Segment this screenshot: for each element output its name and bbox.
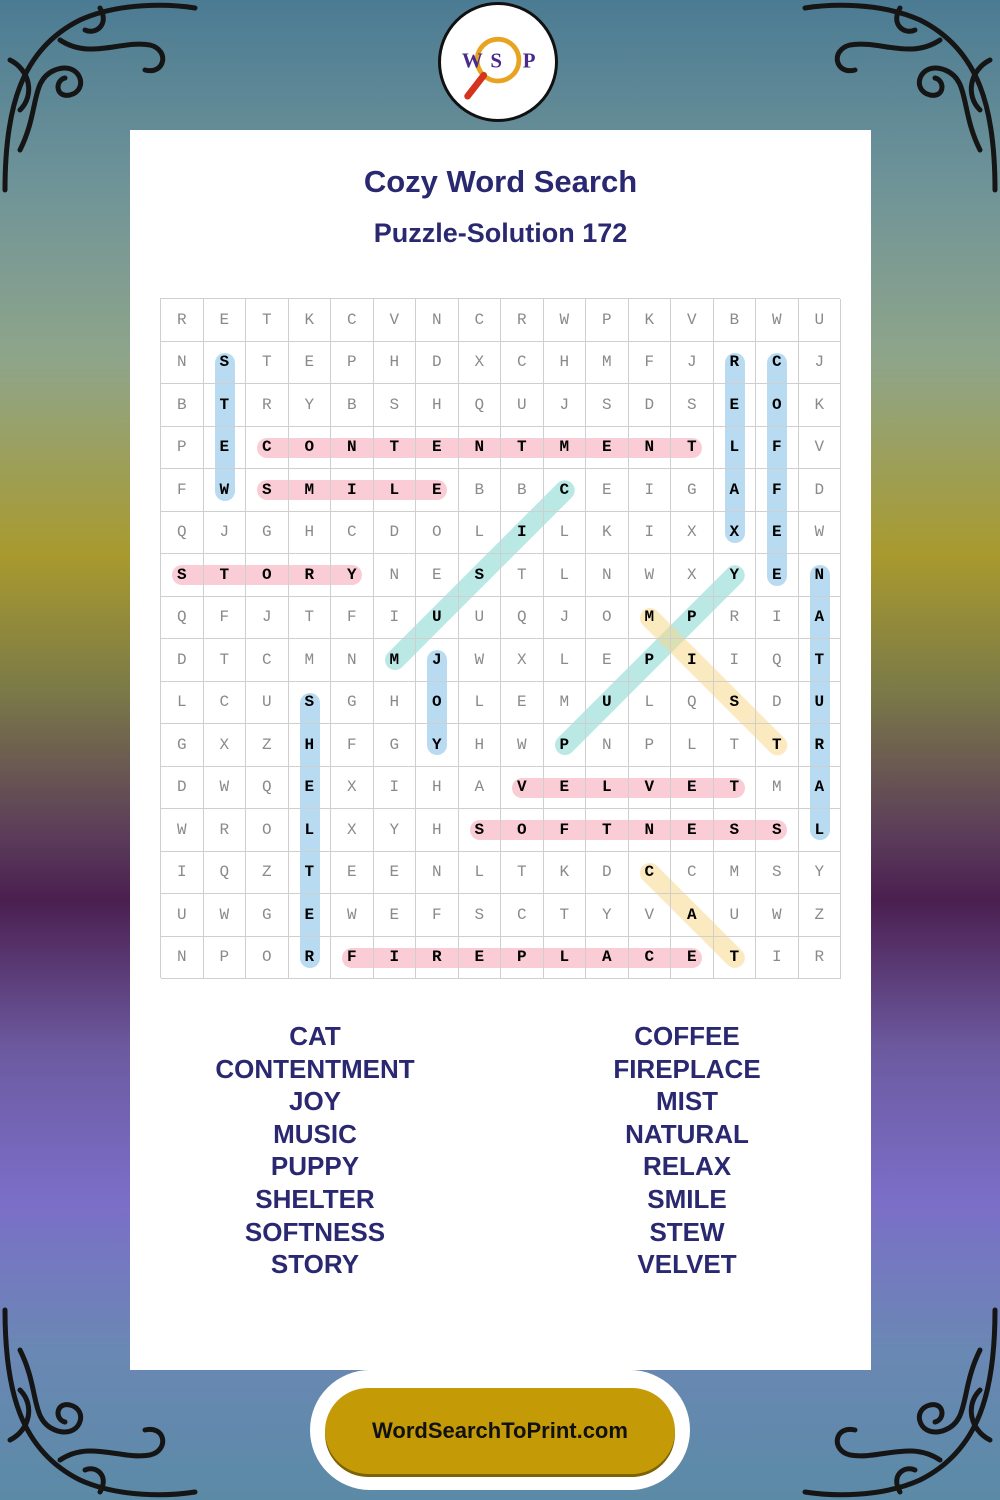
- grid-cell[interactable]: W: [756, 299, 799, 342]
- grid-cell[interactable]: T: [714, 937, 757, 980]
- grid-cell[interactable]: L: [544, 512, 587, 555]
- grid-cell[interactable]: T: [374, 427, 417, 470]
- grid-cell[interactable]: B: [459, 469, 502, 512]
- grid-cell[interactable]: W: [204, 469, 247, 512]
- grid-cell[interactable]: O: [246, 554, 289, 597]
- grid-cell[interactable]: X: [671, 512, 714, 555]
- grid-cell[interactable]: V: [799, 427, 842, 470]
- grid-cell[interactable]: R: [289, 554, 332, 597]
- word-list-item: SMILE: [647, 1183, 727, 1214]
- grid-cell[interactable]: D: [161, 767, 204, 810]
- word-list-item: PUPPY: [270, 1151, 360, 1182]
- grid-cell[interactable]: S: [246, 469, 289, 512]
- grid-cell[interactable]: E: [501, 682, 544, 725]
- grid-cell[interactable]: W: [799, 512, 842, 555]
- grid-cell[interactable]: H: [289, 724, 332, 767]
- grid-cell[interactable]: O: [756, 384, 799, 427]
- puzzle-card: [130, 130, 871, 1370]
- grid-cell[interactable]: I: [714, 639, 757, 682]
- grid-cell[interactable]: T: [586, 809, 629, 852]
- grid-cell[interactable]: T: [714, 724, 757, 767]
- grid-cell[interactable]: E: [544, 767, 587, 810]
- grid-cell[interactable]: Q: [204, 852, 247, 895]
- grid-cell[interactable]: C: [629, 852, 672, 895]
- grid-cell[interactable]: U: [246, 682, 289, 725]
- grid-cell[interactable]: U: [161, 894, 204, 937]
- grid-cell[interactable]: K: [799, 384, 842, 427]
- grid-cell[interactable]: R: [416, 937, 459, 980]
- grid-cell[interactable]: C: [629, 937, 672, 980]
- grid-cell[interactable]: W: [756, 894, 799, 937]
- grid-cell[interactable]: M: [544, 427, 587, 470]
- grid-cell[interactable]: G: [246, 894, 289, 937]
- word-list-item: SOFTNESS: [244, 1216, 386, 1247]
- grid-cell[interactable]: W: [501, 724, 544, 767]
- grid-cell[interactable]: E: [586, 469, 629, 512]
- grid-cell[interactable]: V: [501, 767, 544, 810]
- grid-cell[interactable]: X: [459, 342, 502, 385]
- grid-cell[interactable]: P: [629, 639, 672, 682]
- grid-cell[interactable]: D: [756, 682, 799, 725]
- wsp-logo[interactable]: [438, 2, 558, 122]
- grid-cell[interactable]: L: [629, 682, 672, 725]
- grid-cell[interactable]: X: [331, 767, 374, 810]
- grid-cell[interactable]: X: [501, 639, 544, 682]
- grid-cell[interactable]: C: [246, 639, 289, 682]
- grid-cell[interactable]: J: [799, 342, 842, 385]
- grid-cell[interactable]: W: [161, 809, 204, 852]
- grid-cell[interactable]: L: [459, 512, 502, 555]
- grid-cell[interactable]: A: [799, 767, 842, 810]
- grid-cell[interactable]: K: [544, 852, 587, 895]
- grid-cell[interactable]: P: [204, 937, 247, 980]
- logo-letter-p: P: [522, 48, 536, 73]
- word-search-grid: [160, 298, 840, 978]
- grid-cell[interactable]: G: [331, 682, 374, 725]
- grid-cell[interactable]: S: [586, 384, 629, 427]
- grid-cell[interactable]: O: [586, 597, 629, 640]
- grid-cell[interactable]: F: [204, 597, 247, 640]
- grid-cell[interactable]: X: [671, 554, 714, 597]
- grid-cell[interactable]: T: [501, 427, 544, 470]
- grid-cell[interactable]: C: [331, 512, 374, 555]
- grid-cell[interactable]: R: [714, 342, 757, 385]
- grid-cell[interactable]: L: [671, 724, 714, 767]
- grid-cell[interactable]: N: [586, 724, 629, 767]
- grid-cell[interactable]: E: [756, 554, 799, 597]
- grid-cell[interactable]: L: [161, 682, 204, 725]
- grid-cell[interactable]: E: [586, 427, 629, 470]
- grid-cell[interactable]: X: [204, 724, 247, 767]
- grid-cell[interactable]: I: [629, 512, 672, 555]
- grid-cell[interactable]: W: [204, 767, 247, 810]
- grid-cell[interactable]: L: [544, 937, 587, 980]
- grid-cell[interactable]: M: [374, 639, 417, 682]
- grid-cell[interactable]: E: [459, 937, 502, 980]
- word-list-item: STORY: [270, 1249, 360, 1280]
- grid-cell[interactable]: W: [331, 894, 374, 937]
- grid-cell[interactable]: K: [586, 512, 629, 555]
- word-list-item: MUSIC: [273, 1118, 357, 1149]
- grid-cell[interactable]: Y: [586, 894, 629, 937]
- grid-cell[interactable]: E: [289, 894, 332, 937]
- grid-cell[interactable]: S: [714, 682, 757, 725]
- grid-cell[interactable]: S: [289, 682, 332, 725]
- grid-cell[interactable]: D: [374, 512, 417, 555]
- grid-cell[interactable]: R: [204, 809, 247, 852]
- grid-cell[interactable]: B: [161, 384, 204, 427]
- grid-cell[interactable]: O: [416, 682, 459, 725]
- grid-cell[interactable]: A: [714, 469, 757, 512]
- grid-cell[interactable]: Q: [161, 597, 204, 640]
- grid-cell[interactable]: V: [629, 894, 672, 937]
- grid-cell[interactable]: F: [756, 427, 799, 470]
- grid-cell[interactable]: V: [671, 299, 714, 342]
- grid-cell[interactable]: T: [204, 639, 247, 682]
- word-list-left: [130, 1020, 500, 1281]
- grid-cell[interactable]: T: [799, 639, 842, 682]
- grid-cell[interactable]: C: [671, 852, 714, 895]
- grid-cell[interactable]: E: [671, 937, 714, 980]
- grid-cell[interactable]: T: [204, 554, 247, 597]
- grid-cell[interactable]: Q: [246, 767, 289, 810]
- grid-cell[interactable]: E: [416, 554, 459, 597]
- grid-cell[interactable]: N: [629, 809, 672, 852]
- grid-cell[interactable]: H: [289, 512, 332, 555]
- grid-cell[interactable]: I: [374, 767, 417, 810]
- word-list-item: STEW: [649, 1216, 725, 1247]
- grid-cell[interactable]: Q: [459, 384, 502, 427]
- grid-cell[interactable]: J: [416, 639, 459, 682]
- grid-cell[interactable]: I: [629, 469, 672, 512]
- grid-cell[interactable]: E: [331, 852, 374, 895]
- word-list-item: RELAX: [642, 1151, 732, 1182]
- grid-cell[interactable]: Z: [246, 852, 289, 895]
- grid-cell[interactable]: I: [331, 469, 374, 512]
- word-list-item: JOY: [288, 1086, 342, 1117]
- grid-cell[interactable]: E: [416, 427, 459, 470]
- grid-cell[interactable]: R: [714, 597, 757, 640]
- grid-cell[interactable]: U: [586, 682, 629, 725]
- grid-cell[interactable]: F: [331, 597, 374, 640]
- grid-cell[interactable]: S: [161, 554, 204, 597]
- grid-cell[interactable]: W: [204, 894, 247, 937]
- word-list-item: CONTENTMENT: [215, 1053, 415, 1084]
- grid-cell[interactable]: Y: [331, 554, 374, 597]
- grid-cell[interactable]: S: [374, 384, 417, 427]
- grid-cell[interactable]: V: [629, 767, 672, 810]
- grid-cell[interactable]: E: [204, 299, 247, 342]
- grid-cell[interactable]: C: [501, 342, 544, 385]
- word-list-item: NATURAL: [625, 1118, 749, 1149]
- grid-cell[interactable]: C: [544, 469, 587, 512]
- grid-cell[interactable]: T: [756, 724, 799, 767]
- grid-cell[interactable]: U: [459, 597, 502, 640]
- grid-cell[interactable]: R: [501, 299, 544, 342]
- grid-cell[interactable]: S: [204, 342, 247, 385]
- grid-cell[interactable]: M: [289, 469, 332, 512]
- grid-cell[interactable]: H: [374, 682, 417, 725]
- grid-cell[interactable]: P: [544, 724, 587, 767]
- logo-letter-s: S: [490, 48, 503, 73]
- grid-cell[interactable]: H: [416, 384, 459, 427]
- grid-cell[interactable]: X: [331, 809, 374, 852]
- word-list-item: COFFEE: [634, 1021, 740, 1051]
- grid-cell[interactable]: J: [544, 384, 587, 427]
- grid-cell[interactable]: T: [289, 852, 332, 895]
- grid-cell[interactable]: B: [501, 469, 544, 512]
- grid-cell[interactable]: Y: [799, 852, 842, 895]
- grid-cell[interactable]: D: [586, 852, 629, 895]
- grid-cell[interactable]: S: [459, 809, 502, 852]
- grid-cell[interactable]: E: [374, 852, 417, 895]
- grid-cell[interactable]: Q: [501, 597, 544, 640]
- grid-cell[interactable]: B: [714, 299, 757, 342]
- grid-cell[interactable]: W: [544, 299, 587, 342]
- grid-cell[interactable]: Q: [671, 682, 714, 725]
- grid-cell[interactable]: C: [246, 427, 289, 470]
- grid-cell[interactable]: G: [374, 724, 417, 767]
- grid-cell[interactable]: L: [544, 639, 587, 682]
- grid-cell[interactable]: E: [289, 342, 332, 385]
- grid-cell[interactable]: M: [629, 597, 672, 640]
- grid-cell[interactable]: M: [544, 682, 587, 725]
- grid-cell[interactable]: F: [331, 937, 374, 980]
- grid-cell[interactable]: S: [756, 809, 799, 852]
- word-list-item: CAT: [289, 1021, 341, 1051]
- grid-cell[interactable]: U: [714, 894, 757, 937]
- grid-cell[interactable]: B: [331, 384, 374, 427]
- grid-cell[interactable]: A: [586, 937, 629, 980]
- grid-cell[interactable]: E: [204, 427, 247, 470]
- grid-cell[interactable]: P: [331, 342, 374, 385]
- grid-cell[interactable]: V: [374, 299, 417, 342]
- grid-cell[interactable]: Y: [289, 384, 332, 427]
- grid-cell[interactable]: U: [799, 299, 842, 342]
- grid-cell[interactable]: F: [416, 894, 459, 937]
- grid-cell[interactable]: T: [289, 597, 332, 640]
- grid-cell[interactable]: G: [246, 512, 289, 555]
- grid-cell[interactable]: Q: [756, 639, 799, 682]
- grid-cell[interactable]: I: [756, 597, 799, 640]
- grid-cell[interactable]: K: [289, 299, 332, 342]
- grid-cell[interactable]: N: [374, 554, 417, 597]
- grid-cell[interactable]: F: [331, 724, 374, 767]
- grid-cell[interactable]: M: [586, 342, 629, 385]
- page-title: Cozy Word Search: [363, 164, 638, 199]
- grid-cell[interactable]: N: [331, 639, 374, 682]
- word-list-right: [502, 1020, 872, 1281]
- grid-cell[interactable]: D: [799, 469, 842, 512]
- grid-cell[interactable]: K: [629, 299, 672, 342]
- grid-cell[interactable]: E: [586, 639, 629, 682]
- grid-cell[interactable]: L: [459, 852, 502, 895]
- grid-cell[interactable]: O: [289, 427, 332, 470]
- grid-cell[interactable]: T: [246, 299, 289, 342]
- grid-cell[interactable]: N: [161, 342, 204, 385]
- grid-cell[interactable]: L: [714, 427, 757, 470]
- grid-cell[interactable]: R: [161, 299, 204, 342]
- grid-cell[interactable]: O: [246, 809, 289, 852]
- grid-cell[interactable]: T: [501, 852, 544, 895]
- grid-cell[interactable]: T: [714, 767, 757, 810]
- grid-cell[interactable]: P: [671, 597, 714, 640]
- grid-cell[interactable]: C: [331, 299, 374, 342]
- grid-cell[interactable]: H: [374, 342, 417, 385]
- grid-cell[interactable]: L: [799, 809, 842, 852]
- grid-cell[interactable]: H: [459, 724, 502, 767]
- word-list-item: SHELTER: [255, 1183, 375, 1214]
- grid-cell[interactable]: G: [671, 469, 714, 512]
- grid-cell[interactable]: S: [671, 384, 714, 427]
- grid-cell[interactable]: S: [714, 809, 757, 852]
- grid-cell[interactable]: M: [756, 767, 799, 810]
- grid-cell[interactable]: Y: [416, 724, 459, 767]
- grid-cell[interactable]: T: [671, 427, 714, 470]
- grid-cell[interactable]: G: [161, 724, 204, 767]
- grid-cell[interactable]: H: [416, 767, 459, 810]
- grid-cell[interactable]: I: [374, 937, 417, 980]
- grid-cell[interactable]: Q: [161, 512, 204, 555]
- grid-cell[interactable]: C: [204, 682, 247, 725]
- grid-cell[interactable]: J: [204, 512, 247, 555]
- grid-cell[interactable]: N: [416, 299, 459, 342]
- grid-cell[interactable]: N: [799, 554, 842, 597]
- grid-cell[interactable]: S: [756, 852, 799, 895]
- grid-cell[interactable]: T: [544, 894, 587, 937]
- grid-cell[interactable]: N: [459, 427, 502, 470]
- grid-cell[interactable]: F: [161, 469, 204, 512]
- website-link-button[interactable]: WordSearchToPrint.com: [325, 1388, 675, 1474]
- grid-cell[interactable]: D: [416, 342, 459, 385]
- grid-cell[interactable]: E: [756, 512, 799, 555]
- grid-cell[interactable]: Z: [799, 894, 842, 937]
- grid-cell[interactable]: L: [459, 682, 502, 725]
- grid-cell[interactable]: R: [799, 724, 842, 767]
- grid-cell[interactable]: C: [756, 342, 799, 385]
- grid-cell[interactable]: I: [501, 512, 544, 555]
- word-list-item: FIREPLACE: [613, 1053, 761, 1084]
- grid-cell[interactable]: U: [501, 384, 544, 427]
- grid-cell[interactable]: R: [289, 937, 332, 980]
- grid-cell[interactable]: I: [756, 937, 799, 980]
- grid-cell[interactable]: R: [799, 937, 842, 980]
- grid-cell[interactable]: E: [671, 767, 714, 810]
- grid-cell[interactable]: C: [501, 894, 544, 937]
- grid-cell[interactable]: A: [671, 894, 714, 937]
- grid-cell[interactable]: S: [459, 894, 502, 937]
- grid-cell[interactable]: I: [161, 852, 204, 895]
- grid-cell[interactable]: L: [374, 469, 417, 512]
- logo-letter-w: W: [461, 48, 483, 73]
- grid-cell[interactable]: N: [629, 427, 672, 470]
- grid-cell[interactable]: T: [246, 342, 289, 385]
- grid-cell[interactable]: A: [799, 597, 842, 640]
- grid-cell[interactable]: N: [416, 852, 459, 895]
- grid-cell[interactable]: Y: [714, 554, 757, 597]
- grid-cell[interactable]: L: [544, 554, 587, 597]
- grid-cell[interactable]: P: [629, 724, 672, 767]
- grid-cell[interactable]: O: [416, 512, 459, 555]
- grid-cell[interactable]: H: [416, 809, 459, 852]
- grid-cell[interactable]: I: [671, 639, 714, 682]
- grid-cell[interactable]: C: [459, 299, 502, 342]
- grid-cell[interactable]: P: [586, 299, 629, 342]
- grid-cell[interactable]: A: [459, 767, 502, 810]
- grid-cell[interactable]: F: [756, 469, 799, 512]
- grid-cell[interactable]: O: [501, 809, 544, 852]
- grid-cell[interactable]: J: [671, 342, 714, 385]
- grid-cell[interactable]: M: [289, 639, 332, 682]
- grid-cell[interactable]: N: [161, 937, 204, 980]
- grid-cell[interactable]: F: [544, 809, 587, 852]
- grid-cell[interactable]: I: [374, 597, 417, 640]
- grid-cell[interactable]: J: [544, 597, 587, 640]
- grid-cell[interactable]: L: [289, 809, 332, 852]
- grid-cell[interactable]: S: [459, 554, 502, 597]
- grid-cell[interactable]: H: [544, 342, 587, 385]
- grid-cell[interactable]: W: [629, 554, 672, 597]
- grid-cell[interactable]: E: [416, 469, 459, 512]
- grid-cell[interactable]: Y: [374, 809, 417, 852]
- grid-cell[interactable]: J: [246, 597, 289, 640]
- grid-cell[interactable]: E: [714, 384, 757, 427]
- word-list-item: MIST: [655, 1086, 719, 1117]
- grid-cell[interactable]: T: [501, 554, 544, 597]
- grid-cell[interactable]: N: [331, 427, 374, 470]
- grid-cell[interactable]: D: [161, 639, 204, 682]
- grid-cell[interactable]: P: [161, 427, 204, 470]
- page-subtitle: Puzzle-Solution 172: [373, 218, 628, 248]
- word-list-item: VELVET: [637, 1249, 737, 1280]
- grid-cell[interactable]: D: [629, 384, 672, 427]
- grid-cell[interactable]: U: [799, 682, 842, 725]
- grid-cell[interactable]: Z: [246, 724, 289, 767]
- grid-cell[interactable]: M: [714, 852, 757, 895]
- grid-cell[interactable]: L: [586, 767, 629, 810]
- grid-cell[interactable]: N: [586, 554, 629, 597]
- grid-cell[interactable]: W: [459, 639, 502, 682]
- grid-cell[interactable]: U: [416, 597, 459, 640]
- grid-cell[interactable]: R: [246, 384, 289, 427]
- grid-cell[interactable]: X: [714, 512, 757, 555]
- grid-cell[interactable]: E: [374, 894, 417, 937]
- grid-cell[interactable]: F: [629, 342, 672, 385]
- grid-cell[interactable]: T: [204, 384, 247, 427]
- grid-cell[interactable]: P: [501, 937, 544, 980]
- grid-cell[interactable]: O: [246, 937, 289, 980]
- grid-cell[interactable]: E: [671, 809, 714, 852]
- grid-cell[interactable]: E: [289, 767, 332, 810]
